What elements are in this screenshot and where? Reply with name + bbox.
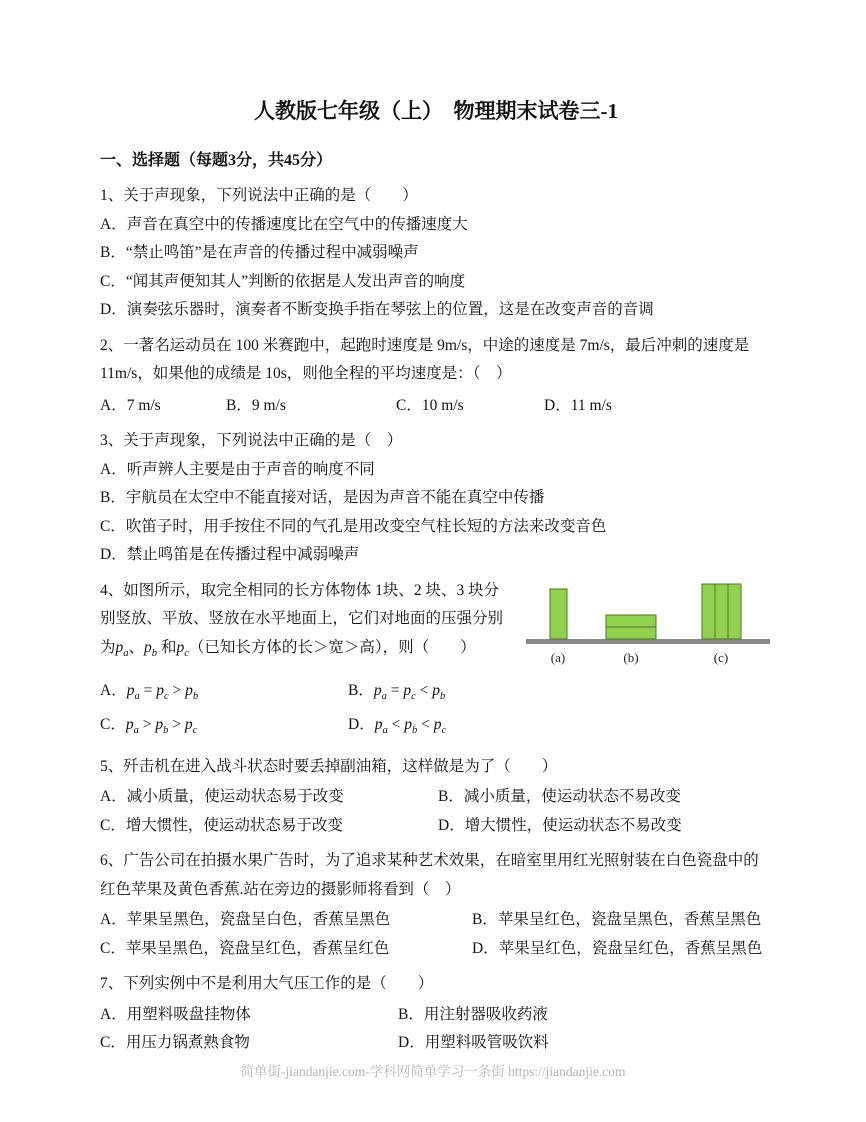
question-3 bbox=[100, 427, 772, 570]
question-2-stem: 2、一著名运动员在 100 米赛跑中，起跑时速度是 9m/s，中途的速度是 7m/s，最后冲刺的速度是 11m/s，如果他的成绩是 10s，则他全程的平均速度是：（ ） bbox=[100, 336, 750, 382]
figure-block-c1 bbox=[702, 584, 715, 639]
figure-block-b1 bbox=[606, 615, 656, 627]
question-5-option-d: D．增大惯性，使运动状态不易改变 bbox=[438, 816, 682, 834]
question-2-options bbox=[100, 392, 772, 421]
section-header: 一、选择题（每题3分，共45分） bbox=[100, 152, 333, 169]
question-4-stem: 4、如图所示，取完全相同的长方体物体 1块、2 块、3 块分别竖放、平放、竖放在水平地面上，它们对地面的压强分别为$p_a$、$p_b$ 和$p_c$（已知长方体的长＞宽＞高），则（ ） bbox=[100, 581, 504, 659]
question-4 bbox=[100, 577, 772, 746]
question-6-option-d: D．苹果呈红色，瓷盘呈红色，香蕉呈黑色 bbox=[472, 939, 763, 957]
figure-label-b: (b) bbox=[623, 649, 639, 665]
question-1-option-c: C．“闻其声便知其人”判断的依据是人发出声音的响度 bbox=[100, 272, 466, 290]
figure-label-c: (c) bbox=[713, 649, 729, 665]
question-4-option-b: B．$p_a = p_c < p_b$ bbox=[348, 681, 446, 702]
question-4-option-a: A．$p_a = p_c > p_b$ bbox=[100, 681, 199, 702]
question-6-option-a: A．苹果呈黑色，瓷盘呈白色，香蕉呈黑色 bbox=[100, 911, 391, 929]
question-6 bbox=[100, 847, 772, 963]
question-1-stem: 1、关于声现象，下列说法中正确的是（ ） bbox=[100, 187, 418, 204]
question-6-option-b: B．苹果呈红色，瓷盘呈黑色，香蕉呈黑色 bbox=[472, 911, 762, 929]
ground-line bbox=[526, 639, 770, 644]
figure-label-a: (a) bbox=[550, 649, 566, 665]
page-title: 人教版七年级（上） 物理期末试卷三-1 bbox=[254, 99, 618, 123]
question-5-stem: 5、歼击机在进入战斗状态时要丢掉副油箱，这样做是为了（ ） bbox=[100, 757, 558, 775]
question-2-option-a: A．7 m/s bbox=[100, 396, 161, 414]
question-1 bbox=[100, 182, 772, 325]
question-7-option-a: A．用塑料吸盘挂物体 bbox=[100, 1005, 251, 1023]
blocks-figure bbox=[524, 579, 772, 671]
question-2-option-c: C．10 m/s bbox=[396, 396, 464, 414]
question-7-option-c: C．用压力锅煮熟食物 bbox=[100, 1034, 250, 1052]
question-3-option-b: B．宇航员在太空中不能直接对话，是因为声音不能在真空中传播 bbox=[100, 489, 545, 506]
question-1-option-a: A．声音在真空中的传播速度比在空气中的传播速度大 bbox=[100, 215, 468, 233]
figure-block-c2 bbox=[715, 584, 728, 639]
question-2 bbox=[100, 332, 772, 421]
question-7-option-d: D．用塑料吸管吸饮料 bbox=[398, 1034, 549, 1052]
question-3-stem: 3、关于声现象，下列说法中正确的是（ ） bbox=[100, 432, 403, 449]
question-4-figure bbox=[524, 579, 772, 671]
question-4-option-c: C．$p_a > p_b > p_c$ bbox=[100, 716, 198, 737]
question-4-options bbox=[100, 677, 772, 746]
question-6-stem: 6、广告公司在拍摄水果广告时，为了追求某种艺术效果，在暗室里用红光照射装在白色瓷盘中的红色苹果及黄色香蕉.站在旁边的摄影师将看到（ ） bbox=[100, 852, 759, 898]
question-4-option-d: D．$p_a < p_b < p_c$ bbox=[348, 716, 447, 737]
figure-block-b2 bbox=[606, 627, 656, 639]
question-7-option-b: B．用注射器吸收药液 bbox=[398, 1005, 548, 1023]
question-3-option-c: C．吹笛子时，用手按住不同的气孔是用改变空气柱长短的方法来改变音色 bbox=[100, 517, 607, 535]
question-3-option-d: D．禁止鸣笛是在传播过程中减弱噪声 bbox=[100, 546, 360, 563]
question-5-option-a: A．减小质量，使运动状态易于改变 bbox=[100, 788, 344, 806]
question-5 bbox=[100, 753, 772, 841]
question-7-options bbox=[100, 1001, 772, 1058]
figure-block-c3 bbox=[728, 584, 741, 639]
question-6-option-c: C．苹果呈黑色，瓷盘呈红色，香蕉呈红色 bbox=[100, 939, 390, 957]
question-3-option-a: A．听声辨人主要是由于声音的响度不同 bbox=[100, 460, 375, 478]
question-2-option-b: B．9 m/s bbox=[226, 396, 286, 414]
figure-block-a bbox=[550, 589, 567, 639]
question-1-option-b: B．“禁止鸣笛”是在声音的传播过程中减弱噪声 bbox=[100, 244, 419, 261]
footer-text: 简单街-jiandanjie.com-学科网简单学习一条街 https://jiandanjie.com bbox=[240, 1064, 626, 1079]
question-1-option-d: D．演奏弦乐器时，演奏者不断变换手指在琴弦上的位置，这是在改变声音的音调 bbox=[100, 301, 654, 318]
question-7 bbox=[100, 970, 772, 1058]
question-2-option-d: D．11 m/s bbox=[544, 396, 612, 414]
question-6-options bbox=[100, 906, 772, 963]
question-7-stem: 7、下列实例中不是利用大气压工作的是（ ） bbox=[100, 975, 434, 993]
question-5-options bbox=[100, 783, 772, 840]
question-5-option-c: C．增大惯性，使运动状态易于改变 bbox=[100, 816, 343, 834]
question-5-option-b: B．减小质量，使运动状态不易改变 bbox=[438, 788, 681, 806]
